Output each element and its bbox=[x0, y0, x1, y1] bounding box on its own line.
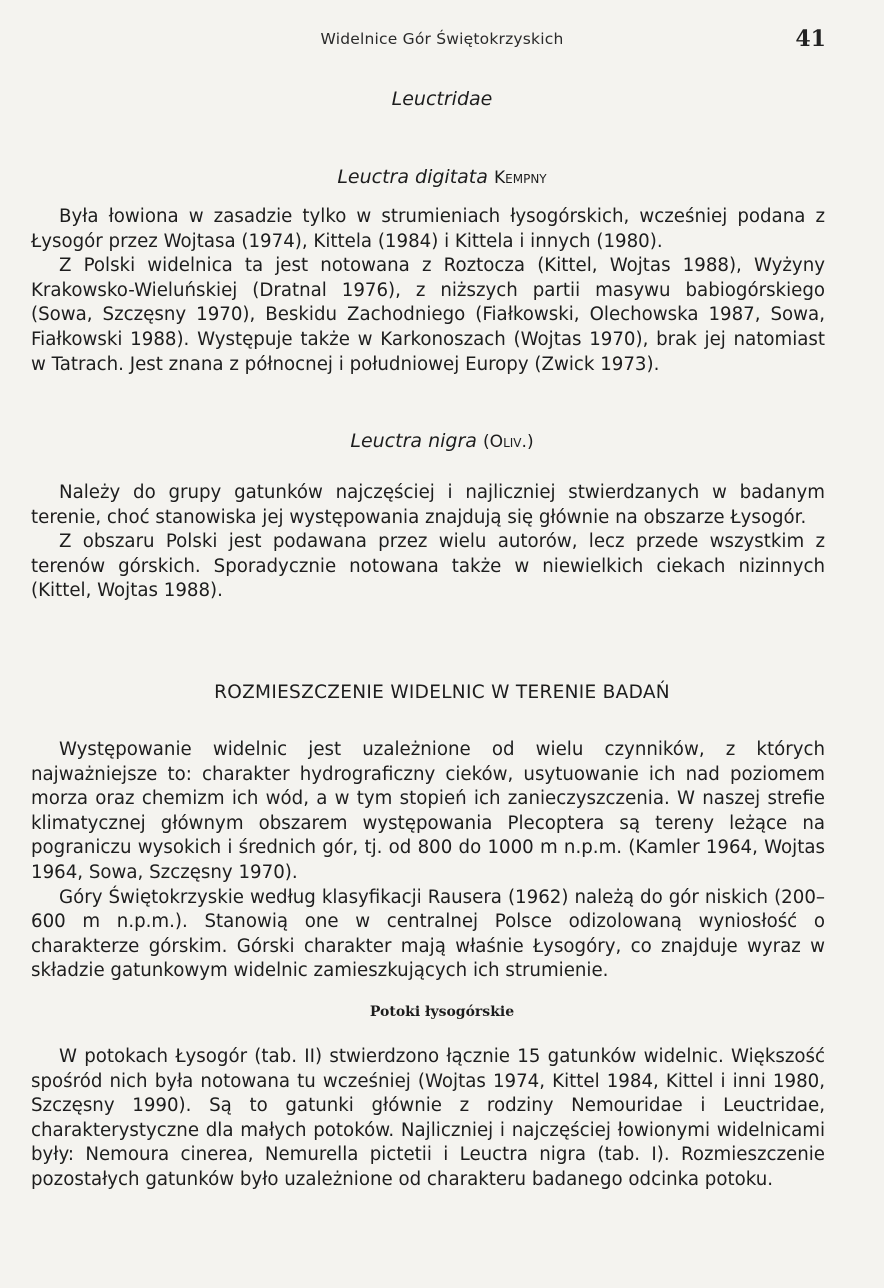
species-author: (Oliv.) bbox=[482, 432, 534, 452]
subsection-text bbox=[31, 1045, 825, 1193]
paragraph: Była łowiona w zasadzie tylko w strumieniach łysogórskich, wcześniej podana z Łysogór przez Wojtasa (1974), Kittela (1984) i Kittela i innych (1980). bbox=[31, 206, 825, 252]
paragraph: Z obszaru Polski jest podawana przez wielu autorów, lecz przede wszystkim z terenów górskich. Sporadycznie notowana także w niewielkich ciekach nizinnych (Kittel, Wojtas 1988). bbox=[31, 531, 825, 602]
species-name: Leuctra digitata bbox=[337, 166, 488, 188]
species-name: Leuctra nigra bbox=[350, 430, 477, 452]
paragraph: Z Polski widelnica ta jest notowana z Roztocza (Kittel, Wojtas 1988), Wyżyny Krakowsko-Wieluńskiej (Dratnal 1976), z niższych partii masywu babiogórskiego (Sowa, Szczęsny 1970), Beskidu Zachodniego (Fiałkowski, Olechowska 1987, Sowa, Fiałkowski 1988). Występuje także w Karkonoszach (Wojtas 1970), brak jej natomiast w Tatrach. Jest znana z północnej i południowej Europy (Zwick 1973). bbox=[31, 255, 825, 375]
page-number: 41 bbox=[795, 26, 826, 52]
running-title: Widelnice Gór Świętokrzyskich bbox=[320, 30, 564, 48]
species-text-leuctra-nigra bbox=[31, 481, 825, 604]
family-heading: Leuctridae bbox=[391, 88, 493, 110]
paragraph: W potokach Łysogór (tab. II) stwierdzono łącznie 15 gatunków widelnic. Większość spośród nich była notowana tu wcześniej (Wojtas 1974, Kittel 1984, Kittel i inni 1980, Szczęsny 1990). Są to gatunki głównie z rodziny Nemouridae i Leuctridae, charakterystyczne dla małych potoków. Najliczniej i najczęściej łowionymi widelnicami były: Nemoura cinerea, Nemurella pictetii i Leuctra nigra (tab. I). Rozmieszczenie pozostałych gatunków było uzależnione od charakteru badanego odcinka potoku. bbox=[31, 1046, 825, 1190]
section-heading: ROZMIESZCZENIE WIDELNIC W TERENIE BADAŃ bbox=[214, 682, 670, 703]
species-text-leuctra-digitata bbox=[31, 205, 825, 377]
species-author: Kempny bbox=[493, 168, 547, 188]
paragraph: Występowanie widelnic jest uzależnione od wielu czynników, z których najważniejsze to: charakter hydrograficzny cieków, usytuowanie ich nad poziomem morza oraz chemizm ich wód, a w tym stopień ich zanieczyszczenia. W naszej strefie klimatycznej głównym obszarem występowania Plecoptera są tereny leżące na pograniczu wysokich i średnich gór, tj. od 800 do 1000 m n.p.m. (Kamler 1964, Wojtas 1964, Sowa, Szczęsny 1970). bbox=[31, 739, 825, 883]
section-text bbox=[31, 738, 825, 984]
subsection-heading: Potoki łysogórskie bbox=[369, 1004, 515, 1020]
paragraph: Należy do grupy gatunków najczęściej i najliczniej stwierdzanych w badanym terenie, choć stanowiska jej występowania znajdują się głównie na obszarze Łysogór. bbox=[31, 482, 825, 528]
species-heading-leuctra-digitata bbox=[0, 166, 884, 188]
paragraph: Góry Świętokrzyskie według klasyfikacji Rausera (1962) należą do gór niskich (200–600 m n.p.m.). Stanowią one w centralnej Polsce odizolowaną wyniosłość o charakterze górskim. Górski charakter mają właśnie Łysogóry, co znajduje wyraz w składzie gatunkowym widelnic zamieszkujących ich strumienie. bbox=[31, 886, 825, 982]
species-heading-leuctra-nigra bbox=[0, 430, 884, 452]
